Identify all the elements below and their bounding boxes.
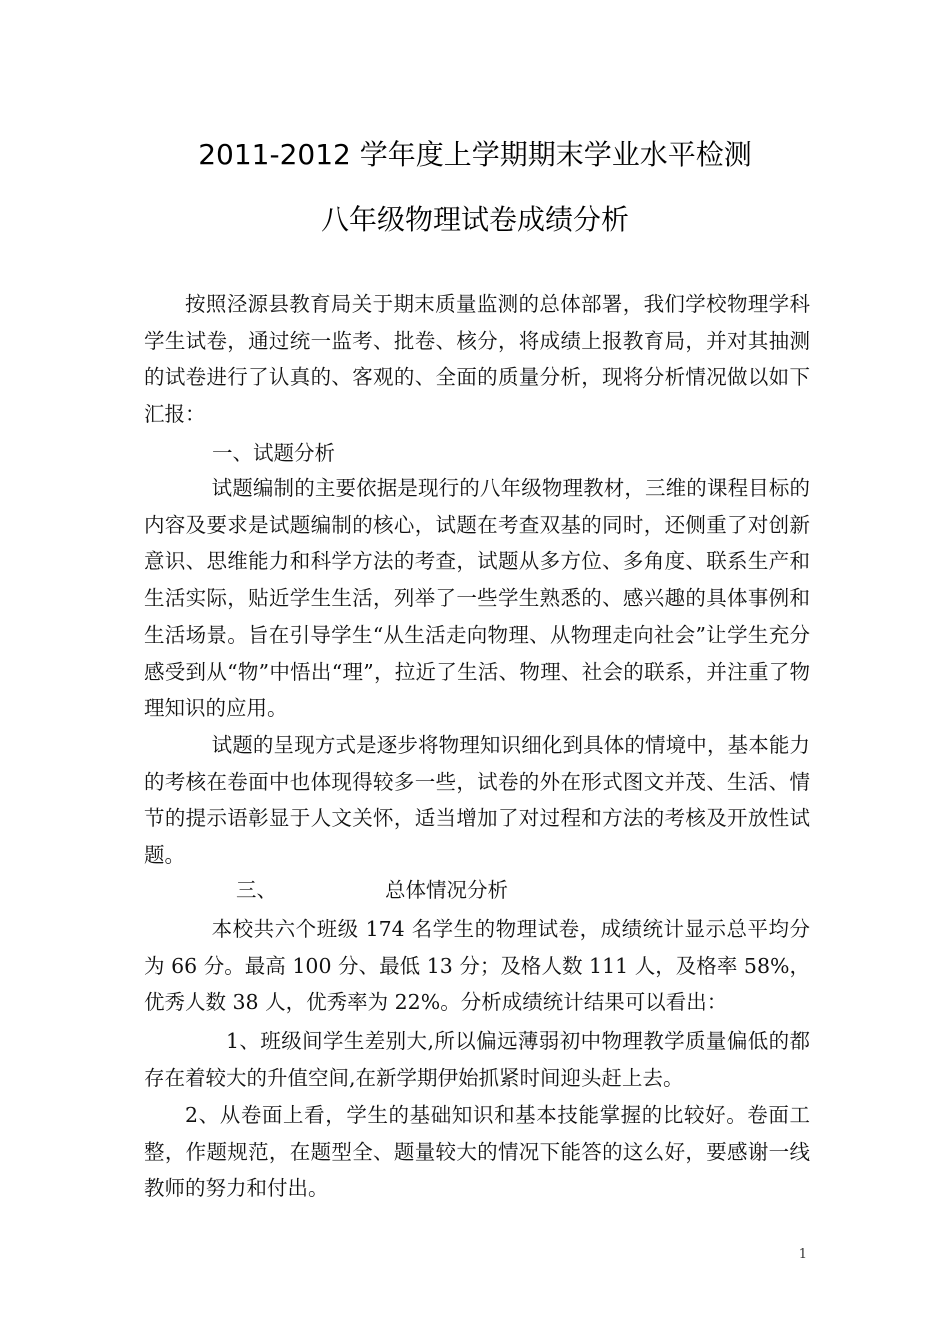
section2-title: 总体情况分析: [385, 878, 508, 902]
point1-block: [144, 1023, 810, 1096]
page-number: 1: [798, 1247, 807, 1262]
document-title-line1: 2011-2012 学年度上学期期末学业水平检测: [198, 138, 752, 171]
point1-paragraph: 1、班级间学生差别大,所以偏远薄弱初中物理教学质量偏低的都存在着较大的升值空间,在新学期伊始抓紧时间迎头赶上去。: [144, 1029, 810, 1090]
section2-number: 三、: [236, 878, 277, 902]
section2-paragraph: 本校共六个班级 174 名学生的物理试卷，成绩统计显示总平均分为 66 分。最高 100 分、最低 13 分；及格人数 111 人，及格率 58%，优秀人数 38 人，优秀率为 22%。分析成绩统计结果可以看出：: [144, 917, 810, 1015]
document-title-line2: 八年级物理试卷成绩分析: [320, 203, 629, 236]
section1-heading: 一、试题分析: [212, 441, 335, 465]
intro-paragraph: 按照泾源县教育局关于期末质量监测的总体部署，我们学校物理学科学生试卷，通过统一监考、批卷、核分，将成绩上报教育局，并对其抽测的试卷进行了认真的、客观的、全面的质量分析，现将分析情况做以如下汇报：: [144, 292, 810, 427]
point2-block: [144, 1097, 810, 1207]
section1-block-1: [144, 470, 810, 727]
point2-paragraph: 2、从卷面上看，学生的基础知识和基本技能掌握的比较好。卷面工整，作题规范，在题型全、题量较大的情况下能答的这么好，要感谢一线教师的努力和付出。: [144, 1103, 810, 1201]
section1-block-2: [144, 727, 810, 874]
section1-paragraph-2: 试题的呈现方式是逐步将物理知识细化到具体的情境中，基本能力的考核在卷面中也体现得较多一些，试卷的外在形式图文并茂、生活、情节的提示语彰显于人文关怀，适当增加了对过程和方法的考核及开放性试题。: [144, 733, 810, 868]
intro-block: [144, 286, 810, 433]
section1-paragraph-1: 试题编制的主要依据是现行的八年级物理教材，三维的课程目标的内容及要求是试题编制的核心，试题在考查双基的同时，还侧重了对创新意识、思维能力和科学方法的考查，试题从多方位、多角度、联系生产和生活实际，贴近学生生活，列举了一些学生熟悉的、感兴趣的具体事例和生活场景。旨在引导学生“从生活走向物理、从物理走向社会”让学生充分感受到从“物”中悟出“理”，拉近了生活、物理、社会的联系，并注重了物理知识的应用。: [144, 476, 810, 721]
section2-block: [144, 911, 810, 1021]
